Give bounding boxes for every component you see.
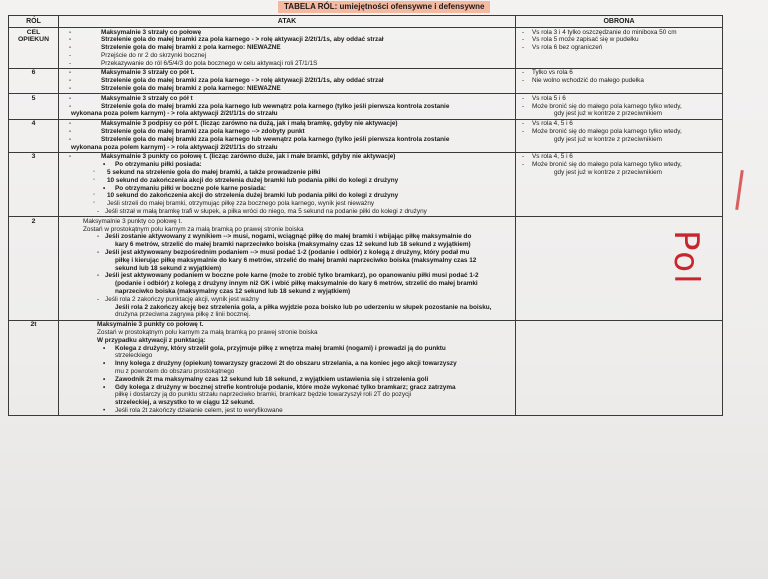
role-label: CEL <box>26 28 41 36</box>
attack-line: ◦ 5 sekund na strzelenie gola do małej bramki, a także prowadzenie piłki <box>61 169 513 177</box>
attack-line: naprzeciwko boiska (maksymalny czas 12 sekund lub 18 sekund z wyjątkiem) <box>115 288 351 295</box>
table-row <box>9 320 723 416</box>
defense-cell <box>516 152 723 216</box>
attack-line: wykonana poza polem karnym) - > rola aktywacji 2/2t/1/1s do strzału <box>71 110 278 118</box>
header-role: RÓL <box>9 16 59 28</box>
roles-table <box>8 15 723 416</box>
defense-line: - Vs rola 5 i 6 <box>518 95 720 103</box>
attack-line: strzeleckiej, a wszystko to w ciągu 12 sekund. <box>115 399 255 407</box>
attack-line: drużyna przeciwna zagrywa piłkę z linii bocznej. <box>115 311 251 319</box>
attack-line: • Jeśli rola 2t zakończy działanie celem, jest to weryfikowane <box>61 407 513 415</box>
attack-cell <box>59 28 516 69</box>
attack-cell <box>59 217 516 320</box>
attack-line: piłkę i kierując piłkę maksymalnie do kary 6 metrów, strzelić do małej bramki naprzeciwko boiska (maksymalny czas 12 <box>115 256 477 264</box>
attack-cell <box>59 152 516 216</box>
attack-line: - Maksymalnie 3 strzały co połowę <box>61 29 513 37</box>
table-body <box>9 28 723 416</box>
attack-line: (podanie i odbiór) z kolegą z drużyny innym niż GK i wbić piłkę maksymalnie do kary 6 metrów, strzelić do małej bramki <box>115 280 478 288</box>
role-cell <box>9 68 59 93</box>
attack-line: - Maksymalnie 3 strzały co pół t <box>61 95 513 103</box>
attack-line: - Jeśli zostanie aktywowany z wynikiem --> musi, nogami, wciągnąć piłkę do małej bramki i wbijając piłkę maksymalnie do <box>61 233 513 241</box>
attack-line: - Maksymalnie 3 strzały co pół t. <box>61 69 513 77</box>
attack-line: • Inny kolega z drużyny (opiekun) towarzyszy graczowi 2t do obszaru strzelania, a na koniec jego akcji towarzyszy <box>61 360 513 368</box>
role-cell <box>9 320 59 416</box>
role-label: 2 <box>31 217 36 225</box>
attack-line: • Kolega z drużyny, który strzelił gola, przyjmuje piłkę z wnętrza małej bramki (nogami) i prowadzi ją do punktu <box>61 345 513 353</box>
role-cell <box>9 217 59 320</box>
attack-line: - Strzelenie gola do małej bramki zza pola karnego --> zdobyty punkt <box>61 128 513 136</box>
table-row <box>9 28 723 69</box>
attack-cell <box>59 94 516 119</box>
role-label: 4 <box>31 120 36 128</box>
attack-line: W przypadku aktywacji z punktacją: <box>97 336 206 344</box>
attack-line: - Jeśli strzał w małą bramkę trafi w słupek, a piłka wróci do niego, ma 5 sekund na podanie piłki do kolegi z drużyny <box>61 208 513 216</box>
role-cell <box>9 119 59 152</box>
defense-line: - Może bronić się do małego pola karnego tylko wtedy, <box>518 103 720 111</box>
attack-line: - Strzelenie gola do małej bramki zza pola karnego lub wewnątrz pola karnego (tylko jeśli pierwsza kontrola zostanie <box>61 136 513 144</box>
attack-line: piłkę i dostarczy ją do punktu strzału naprzeciwko bramki, bramkarz będzie towarzyszył roli 2T do pozycji <box>115 391 412 399</box>
attack-line: wykonana poza polem karnym) - > rola aktywacji 2/2t/1/1s do strzału <box>71 143 278 151</box>
role-label: OPIEKUN <box>18 36 49 44</box>
attack-line: - Przejście do nr 2 do skrzynki bocznej <box>61 52 513 60</box>
defense-line: - Vs rola 4, 5 i 6 <box>518 120 720 128</box>
role-label: 6 <box>31 69 36 77</box>
defense-cell <box>516 119 723 152</box>
attack-line: - Jeśli jest aktywowany bezpośrednim podaniem --> musi podać 1-2 (podanie i odbiór) z kolegą z drużyny, który podał mu <box>61 249 513 257</box>
attack-line: Maksymalnie 3 punkty co połowę t. <box>83 217 183 225</box>
attack-line: Maksymalnie 3 punkty co połowę t. <box>97 321 204 329</box>
defense-line: gdy jest już w kontrze z przeciwnikiem <box>554 135 662 143</box>
table-row <box>9 217 723 320</box>
defense-cell <box>516 28 723 69</box>
attack-line: ◦ 10 sekund do zakończenia akcji do strzelenia dużej bramki lub podania piłki do kolegi z drużyny <box>61 192 513 200</box>
attack-line: sekund lub 18 sekund z wyjątkiem) <box>115 264 222 272</box>
attack-line: - Maksymalnie 3 podpisy co pół t. (licząc zarówno na dużą, jak i małą bramkę, gdyby nie aktywacje) <box>61 120 513 128</box>
attack-line: • Po otrzymaniu piłki w boczne pole karne posiada: <box>61 185 513 193</box>
table-row <box>9 119 723 152</box>
attack-line: mu z powrotem do obszaru prostokątnego <box>115 367 235 375</box>
page-title: TABELA RÓL: umiejętności ofensywne i defensywne <box>278 1 490 13</box>
defense-line: - Vs rola 5 może zapisać się w pudełku <box>518 36 720 44</box>
role-cell <box>9 94 59 119</box>
role-label: 3 <box>31 153 36 161</box>
defense-cell <box>516 320 723 416</box>
defense-cell <box>516 94 723 119</box>
defense-line: - Vs rola 4, 5 i 6 <box>518 153 720 161</box>
attack-line: • Po otrzymaniu piłki posiada: <box>61 161 513 169</box>
table-row <box>9 68 723 93</box>
defense-line: - Tylko vs rola 6 <box>518 69 720 77</box>
attack-line: ◦ 10 sekund do zakończenia akcji do strzelenia dużej bramki lub podania piłki do kolegi z drużyny <box>61 177 513 185</box>
attack-line: - Jeśli rola 2 zakończy punktację akcji, wynik jest ważny <box>61 296 513 304</box>
attack-line: Jeśli rola 2 zakończy akcję bez strzelenia gola, a piłka wyjdzie poza boisko lub po uderzeniu w słupek pozostanie na boisku, <box>115 303 492 311</box>
role-label: 2t <box>30 321 37 329</box>
attack-line: Zostań w prostokątnym polu karnym za małą bramką po prawej stronie boiska <box>83 225 304 233</box>
attack-line: - Strzelenie gola do małej bramki zza pola karnego - > rolę aktywacji 2/2t/1/1s, aby oddać strzał <box>61 36 513 44</box>
role-label: 5 <box>31 94 36 102</box>
role-cell <box>9 152 59 216</box>
defense-line: gdy jest już w kontrze z przeciwnikiem <box>554 169 662 177</box>
attack-line: - Strzelenie gola do małej bramki z pola karnego: NIEWAŻNE <box>61 85 513 93</box>
attack-cell <box>59 68 516 93</box>
attack-line: • Zawodnik 2t ma maksymalny czas 12 sekund lub 18 sekund, z wyjątkiem ustawienia się i strzelenia goli <box>61 376 513 384</box>
defense-cell <box>516 68 723 93</box>
header-attack: ATAK <box>59 16 516 28</box>
defense-line: - Nie wolno wchodzić do małego pudełka <box>518 77 720 85</box>
table-row <box>9 94 723 119</box>
attack-line: kary 6 metrów, strzelić do małej bramki naprzeciwko boiska (maksymalny czas 12 sekund lub 18 sekund z wyjątkiem) <box>115 241 471 249</box>
attack-cell <box>59 119 516 152</box>
header-defense: OBRONA <box>516 16 723 28</box>
defense-line: - Vs rola 6 bez ograniczeń <box>518 44 720 52</box>
attack-cell <box>59 320 516 416</box>
defense-line: - Może bronić się do małego pola karnego tylko wtedy, <box>518 128 720 136</box>
attack-line: - Strzelenie gola do małej bramki zza pola karnego lub wewnątrz pola karnego (tylko jeśli pierwsza kontrola zostanie <box>61 103 513 111</box>
defense-line: - Vs rola 3 i 4 tylko oszczędzanie do miniboxa 50 cm <box>518 29 720 37</box>
attack-line: - Strzelenie gola do małej bramki z pola karnego: NIEWAŻNE <box>61 44 513 52</box>
attack-line: ◦ Jeśli strzeli do małej bramki, otrzymując piłkę zza bocznego pola karnego, wynik jest nieważny <box>61 200 513 208</box>
attack-line: - Przekazywanie do ról 6/5/4/3 do pola bocznego w celu aktywacji roli 2T/1/1S <box>61 60 513 68</box>
defense-line: gdy jest już w kontrze z przeciwnikiem <box>554 110 662 118</box>
defense-line: - Może bronić się do małego pola karnego tylko wtedy, <box>518 161 720 169</box>
table-header-row <box>9 16 723 28</box>
attack-line: - Jeśli jest aktywowany podaniem w boczne pole karne (może to zrobić tylko bramkarz), po opanowaniu piłki musi podać 1-2 <box>61 272 513 280</box>
attack-line: - Strzelenie gola do małej bramki zza pola karnego - > rolę aktywacji 2/2t/1/1s, aby oddać strzał <box>61 77 513 85</box>
handwritten-margin-note: Pol <box>666 230 706 286</box>
role-cell <box>9 28 59 69</box>
attack-line: Zostań w prostokątnym polu karnym za małą bramką po prawej stronie boiska <box>97 328 318 336</box>
table-row <box>9 152 723 216</box>
attack-line: - Maksymalnie 3 punkty co połowę t. (licząc zarówno duże, jak i małe bramki, gdyby nie aktywacje) <box>61 153 513 161</box>
attack-line: • Gdy kolega z drużyny w bocznej strefie kontroluje podanie, które może wykonać tylko bramkarz; gracz zatrzyma <box>61 384 513 392</box>
attack-line: strzeleckiego <box>115 352 153 360</box>
